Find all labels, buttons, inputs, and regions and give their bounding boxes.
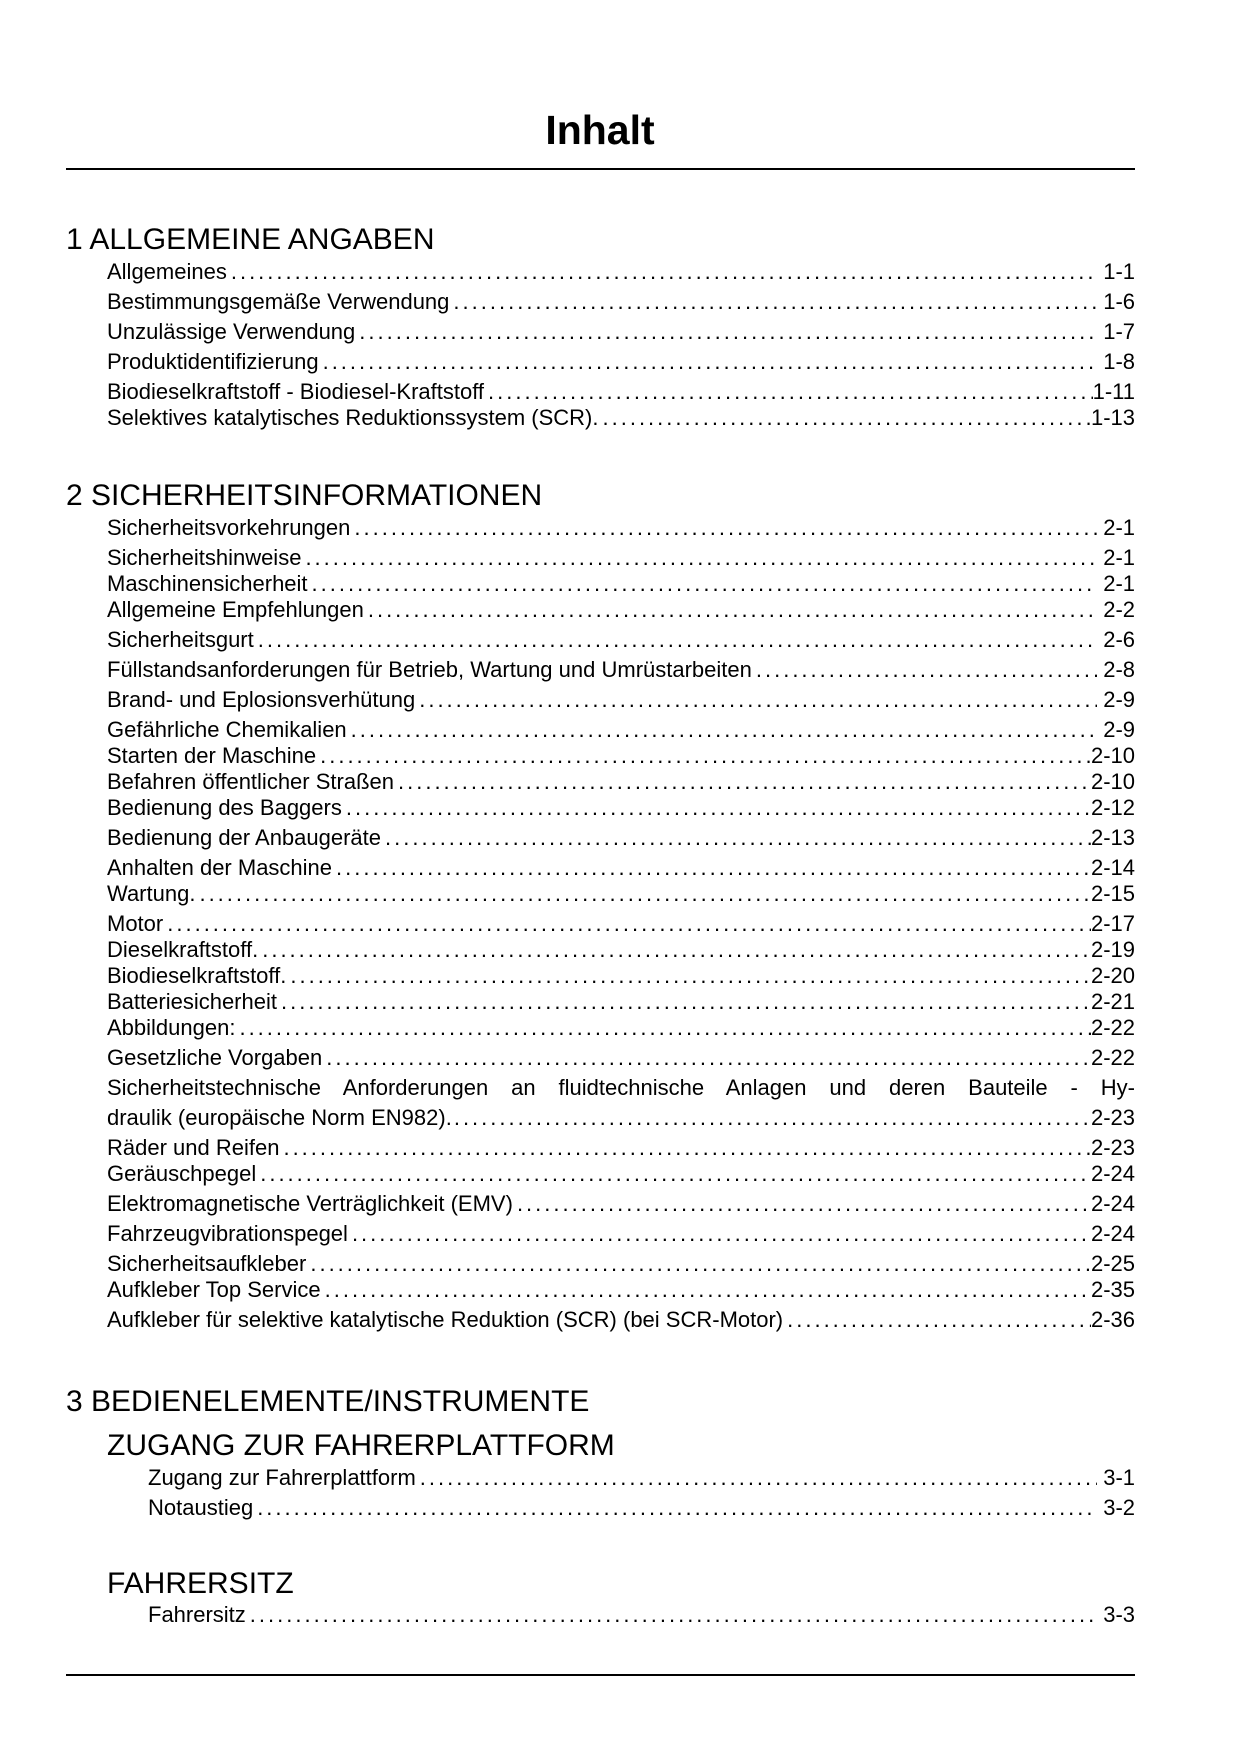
- dot-leader: [195, 880, 1091, 908]
- toc-entry-label: Elektromagnetische Verträglichkeit (EMV): [107, 1191, 513, 1216]
- dot-leader: [484, 378, 1093, 406]
- toc-entry[interactable]: [107, 258, 1135, 286]
- dot-leader: [415, 686, 1097, 714]
- toc-entry-label: Gesetzliche Vorgaben: [107, 1045, 323, 1070]
- dot-leader: [513, 1190, 1091, 1218]
- toc-entry-page: 2-2: [1103, 597, 1135, 622]
- toc-entry-label: Brand- und Eplosionsverhütung: [107, 687, 416, 712]
- dot-leader: [332, 854, 1091, 882]
- dot-leader: [279, 1134, 1091, 1162]
- toc-entry[interactable]: [107, 1190, 1135, 1218]
- toc-entry-page: 2-1: [1103, 545, 1135, 570]
- toc-entry-page: 3-1: [1103, 1465, 1135, 1490]
- toc-entry-page: 2-19: [1090, 937, 1135, 962]
- toc-entry[interactable]: [107, 544, 1135, 572]
- toc-entry[interactable]: [107, 768, 1135, 796]
- toc-entry-label: Notaustieg: [148, 1495, 254, 1520]
- toc-entry-label: Starten der Maschine: [107, 743, 317, 768]
- dot-leader: [416, 1464, 1097, 1492]
- toc-entry[interactable]: [107, 936, 1135, 964]
- toc-entry-page: 2-14: [1090, 855, 1135, 880]
- toc-entry[interactable]: [107, 596, 1135, 624]
- section-1-heading: 1 ALLGEMEINE ANGABEN: [66, 223, 435, 256]
- toc-entry-multiline-line2[interactable]: [107, 1104, 1135, 1132]
- toc-entry-page: 3-3: [1103, 1602, 1135, 1627]
- toc-entry-label: Fahrzeugvibrationspegel: [107, 1221, 348, 1246]
- toc-entry-page: 2-36: [1090, 1307, 1135, 1332]
- toc-entry-label: Sicherheitshinweise: [107, 545, 302, 570]
- dot-leader: [355, 318, 1097, 346]
- toc-entry[interactable]: [107, 1134, 1135, 1162]
- toc-entry-page: 2-24: [1090, 1191, 1135, 1216]
- dot-leader: [321, 1276, 1091, 1304]
- toc-entry-label: Maschinensicherheit: [107, 571, 308, 596]
- toc-entry-page: 1-13: [1090, 405, 1135, 430]
- dot-leader: [381, 824, 1091, 852]
- dot-leader: [319, 348, 1097, 376]
- dot-leader: [452, 1104, 1091, 1132]
- dot-leader: [258, 936, 1091, 964]
- dot-leader: [783, 1306, 1091, 1334]
- toc-entry-label: Produktidentifizierung: [107, 349, 319, 374]
- toc-entry[interactable]: [107, 988, 1135, 1016]
- toc-entry-page: 2-24: [1090, 1161, 1135, 1186]
- toc-entry-page: 2-22: [1090, 1045, 1135, 1070]
- toc-entry-page: 2-23: [1090, 1135, 1135, 1160]
- toc-entry-label: Räder und Reifen: [107, 1135, 280, 1160]
- toc-entry[interactable]: [107, 962, 1135, 990]
- toc-entry[interactable]: [107, 318, 1135, 346]
- toc-entry-page: 2-23: [1090, 1105, 1135, 1130]
- toc-entry-page: 1-11: [1092, 379, 1135, 404]
- dot-leader: [322, 1044, 1091, 1072]
- toc-entry-label: Motor: [107, 911, 164, 936]
- toc-entry[interactable]: [107, 1160, 1135, 1188]
- toc-entry[interactable]: [107, 656, 1135, 684]
- toc-entry-page: 2-25: [1090, 1251, 1135, 1276]
- toc-entry[interactable]: [107, 1044, 1135, 1072]
- page-title: Inhalt: [545, 107, 655, 153]
- toc-entry-page: 2-21: [1090, 989, 1135, 1014]
- subsection-heading-zugang: ZUGANG ZUR FAHRERPLATTFORM: [107, 1429, 615, 1462]
- dot-leader: [449, 288, 1097, 316]
- toc-entry[interactable]: [107, 1306, 1135, 1334]
- section-3-heading: 3 BEDIENELEMENTE/INSTRUMENTE: [66, 1385, 590, 1418]
- toc-entry-label: Allgemeines: [107, 259, 227, 284]
- toc-entry-multiline-line1[interactable]: Sicherheitstechnische Anforderungen an fluidtechnische Anlagen und deren Bauteile - Hy-: [107, 1075, 1135, 1100]
- toc-entry-page: 1-7: [1103, 319, 1135, 344]
- dot-leader: [277, 988, 1091, 1016]
- toc-entry-page: 2-6: [1103, 627, 1135, 652]
- toc-entry-page: 3-2: [1103, 1495, 1135, 1520]
- toc-entry-page: 2-9: [1103, 717, 1135, 742]
- dot-leader: [235, 1014, 1091, 1042]
- toc-entry-page: 2-1: [1103, 571, 1135, 596]
- bottom-divider: [66, 1674, 1135, 1676]
- toc-entry-label: Abbildungen:: [107, 1015, 236, 1040]
- toc-entry-page: 2-13: [1090, 825, 1135, 850]
- toc-entry-page: 2-12: [1090, 795, 1135, 820]
- toc-entry-label: Wartung.: [107, 881, 196, 906]
- toc-entry[interactable]: [107, 1220, 1135, 1248]
- toc-entry-label: Selektives katalytisches Reduktionssystem (SCR).: [107, 405, 599, 430]
- toc-entry-label: Fahrersitz: [148, 1602, 246, 1627]
- toc-entry-page: 2-1: [1103, 515, 1135, 540]
- toc-entry[interactable]: [148, 1494, 1135, 1522]
- dot-leader: [163, 910, 1091, 938]
- dot-leader: [306, 1250, 1091, 1278]
- toc-entry-label: Füllstandsanforderungen für Betrieb, Wartung und Umrüstarbeiten: [107, 657, 752, 682]
- toc-entry[interactable]: [107, 880, 1135, 908]
- toc-entry-label: Biodieselkraftstoff - Biodiesel-Kraftstoff: [107, 379, 485, 404]
- toc-entry-label: Unzulässige Verwendung: [107, 319, 356, 344]
- dot-leader: [246, 1601, 1097, 1629]
- toc-entry-page: 2-20: [1090, 963, 1135, 988]
- toc-entry[interactable]: [107, 1014, 1135, 1042]
- toc-entry-page: 1-1: [1103, 259, 1135, 284]
- toc-entry-page: 2-10: [1090, 769, 1135, 794]
- toc-entry-page: 1-8: [1103, 349, 1135, 374]
- toc-entry[interactable]: [107, 288, 1135, 316]
- toc-entry-page: 2-17: [1090, 911, 1135, 936]
- toc-entry[interactable]: [107, 378, 1135, 406]
- toc-entry[interactable]: [107, 1276, 1135, 1304]
- toc-entry-page: 2-9: [1103, 687, 1135, 712]
- toc-entry-label: Bedienung der Anbaugeräte: [107, 825, 382, 850]
- toc-entry-page: 2-24: [1090, 1221, 1135, 1246]
- toc-entry-label: Aufkleber für selektive katalytische Reduktion (SCR) (bei SCR-Motor): [107, 1307, 784, 1332]
- dot-leader: [342, 794, 1091, 822]
- dot-leader: [348, 1220, 1091, 1248]
- toc-entry[interactable]: [107, 404, 1135, 432]
- top-divider: [66, 168, 1135, 170]
- dot-leader: [254, 626, 1097, 654]
- toc-entry-label: Dieselkraftstoff.: [107, 937, 259, 962]
- section-2-heading: 2 SICHERHEITSINFORMATIONEN: [66, 479, 543, 512]
- toc-entry[interactable]: [107, 910, 1135, 938]
- dot-leader: [350, 514, 1097, 542]
- toc-entry-label: Allgemeine Empfehlungen: [107, 597, 364, 622]
- toc-entry-label: Zugang zur Fahrerplattform: [148, 1465, 416, 1490]
- toc-entry[interactable]: [107, 626, 1135, 654]
- subsection-heading-fahrersitz: FAHRERSITZ: [107, 1567, 294, 1600]
- toc-entry-page: 2-22: [1090, 1015, 1135, 1040]
- toc-entry-label: Gefährliche Chemikalien: [107, 717, 347, 742]
- dot-leader: [308, 570, 1097, 598]
- toc-entry[interactable]: [107, 824, 1135, 852]
- dot-leader: [286, 962, 1091, 990]
- dot-leader: [347, 716, 1097, 744]
- toc-entry[interactable]: [148, 1601, 1135, 1629]
- toc-entry-page: 2-15: [1090, 881, 1135, 906]
- dot-leader: [301, 544, 1097, 572]
- dot-leader: [227, 258, 1097, 286]
- toc-entry[interactable]: [107, 686, 1135, 714]
- toc-entry[interactable]: [148, 1464, 1135, 1492]
- toc-entry[interactable]: [107, 1250, 1135, 1278]
- toc-entry-label: Biodieselkraftstoff.: [107, 963, 287, 988]
- toc-entry-label: Batteriesicherheit: [107, 989, 277, 1014]
- toc-entry[interactable]: [107, 854, 1135, 882]
- toc-entry[interactable]: [107, 742, 1135, 770]
- dot-leader: [599, 404, 1091, 432]
- dot-leader: [394, 768, 1091, 796]
- dot-leader: [316, 742, 1091, 770]
- toc-entry-label: Geräuschpegel: [107, 1161, 257, 1186]
- toc-entry[interactable]: [107, 570, 1135, 598]
- toc-entry-label: Befahren öffentlicher Straßen: [107, 769, 394, 794]
- toc-entry-page: 2-35: [1090, 1277, 1135, 1302]
- toc-entry-label: Bedienung des Baggers: [107, 795, 342, 820]
- dot-leader: [752, 656, 1097, 684]
- toc-entry[interactable]: [107, 794, 1135, 822]
- dot-leader: [256, 1160, 1091, 1188]
- toc-entry-label: Sicherheitsgurt: [107, 627, 254, 652]
- dot-leader: [364, 596, 1097, 624]
- dot-leader: [253, 1494, 1097, 1522]
- toc-entry-label: Aufkleber Top Service: [107, 1277, 321, 1302]
- toc-entry[interactable]: [107, 348, 1135, 376]
- toc-entry-label: Anhalten der Maschine: [107, 855, 333, 880]
- toc-entry[interactable]: [107, 716, 1135, 744]
- toc-entry-page: 2-10: [1090, 743, 1135, 768]
- toc-entry-label: Bestimmungsgemäße Verwendung: [107, 289, 450, 314]
- toc-entry-label: Sicherheitsaufkleber: [107, 1251, 307, 1276]
- toc-entry[interactable]: [107, 514, 1135, 542]
- toc-entry-page: 1-6: [1103, 289, 1135, 314]
- toc-entry-page: 2-8: [1103, 657, 1135, 682]
- toc-entry-label: Sicherheitsvorkehrungen: [107, 515, 351, 540]
- toc-entry-label: draulik (europäische Norm EN982).: [107, 1105, 452, 1130]
